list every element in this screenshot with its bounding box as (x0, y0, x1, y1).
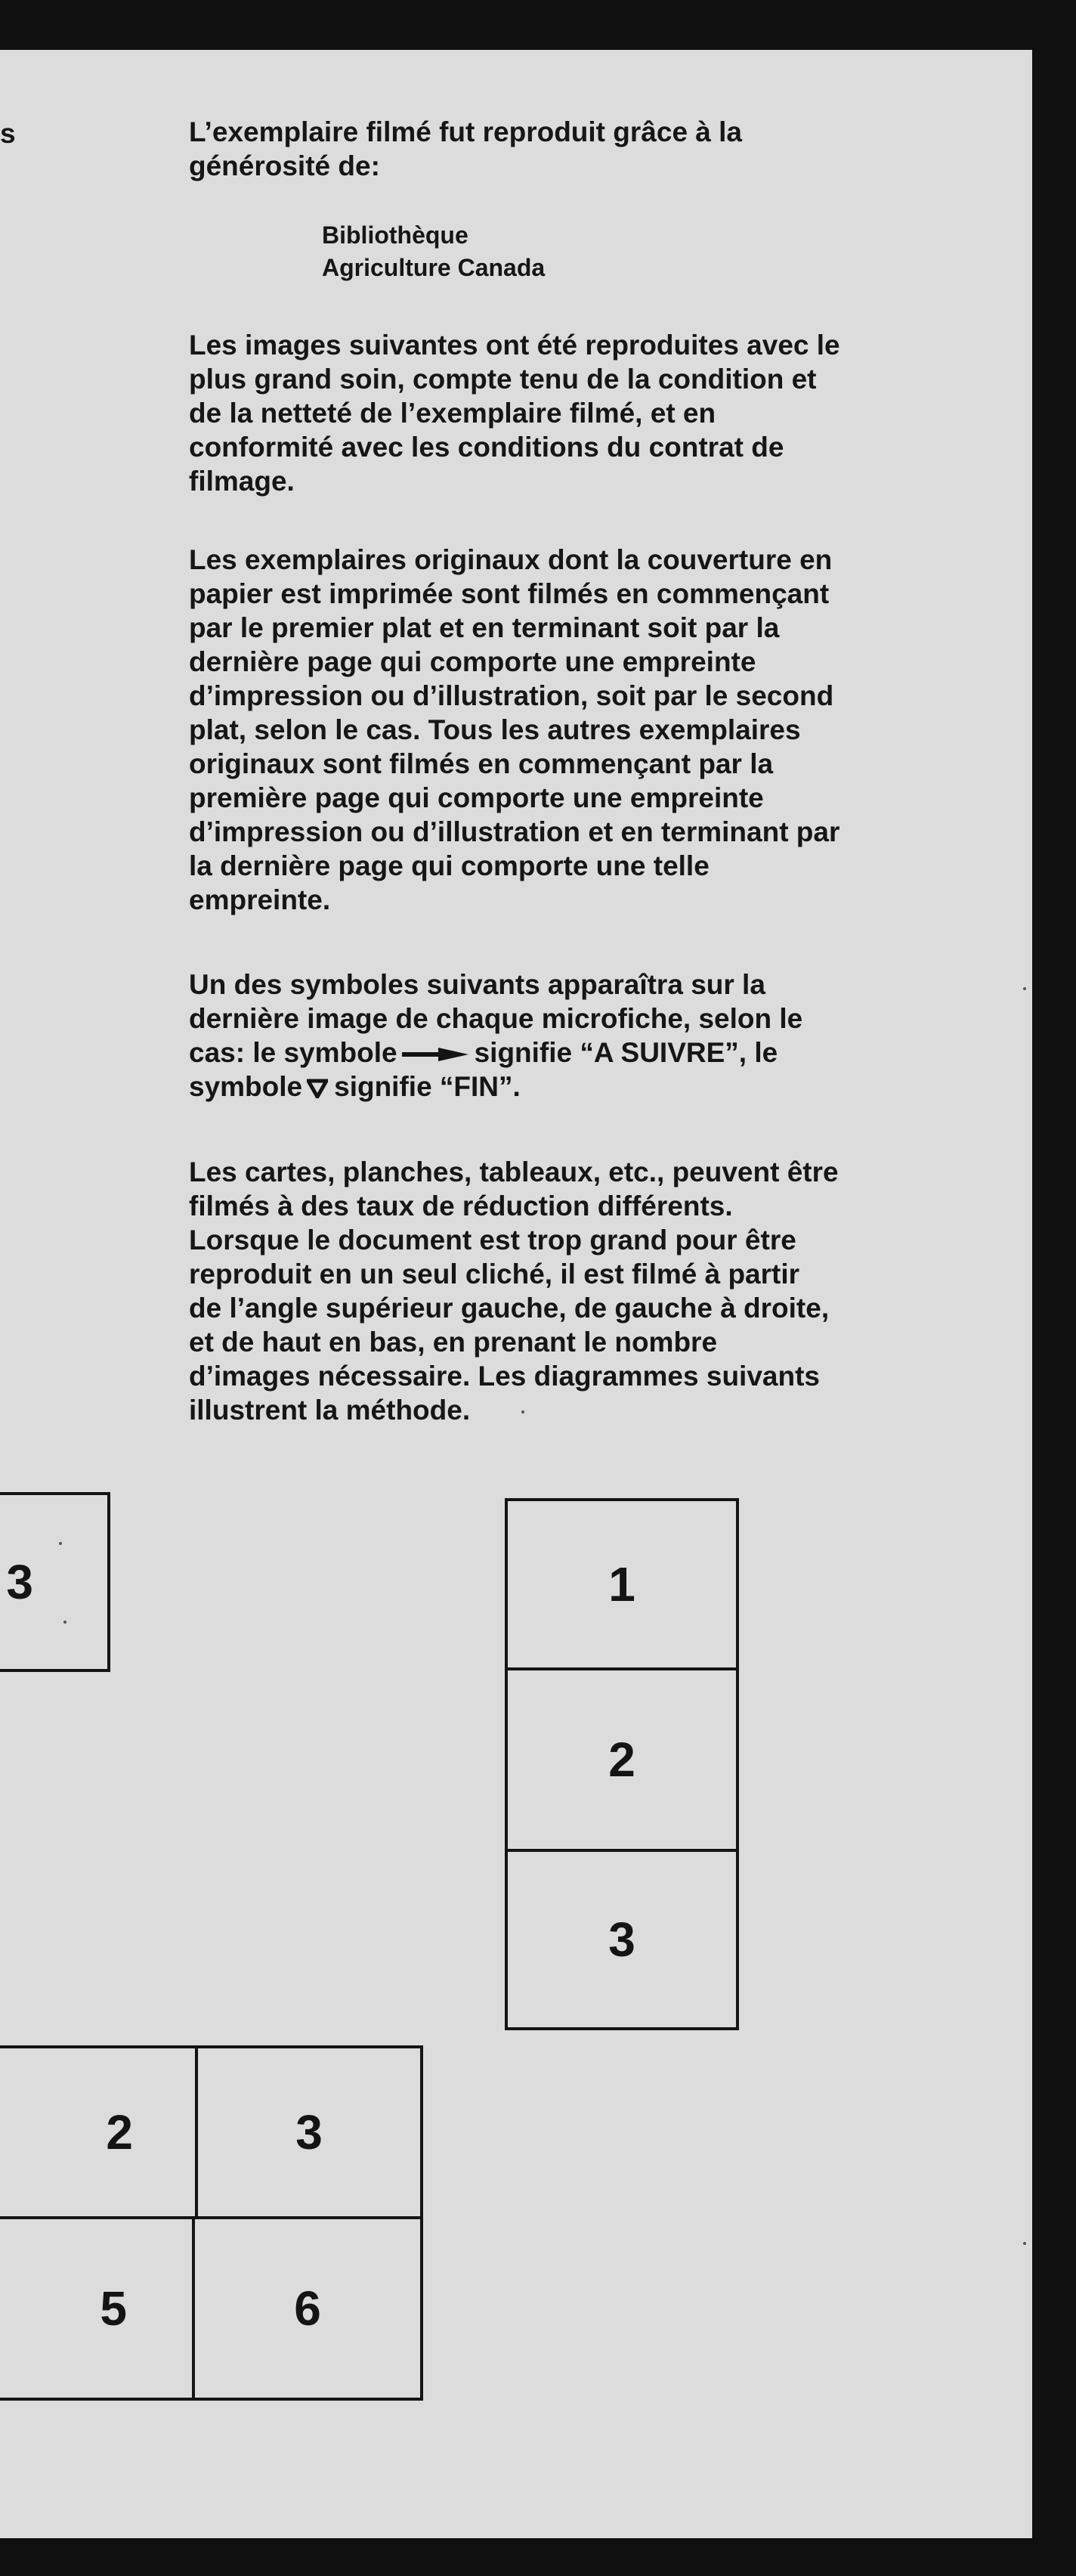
paragraph-maps (189, 1155, 945, 1427)
diagram-cell-number: 1 (608, 1557, 635, 1612)
symbol-text: symbole (189, 1071, 303, 1102)
diagram-cell-number: 6 (294, 2281, 321, 2336)
paragraph-line: Les exemplaires originaux dont la couverture en (189, 544, 833, 575)
paragraph-line: papier est imprimée sont filmés en commençant (189, 578, 830, 609)
paragraph-line: illustrent la méthode. (189, 1395, 471, 1426)
paragraph-line: Lorsque le document est trop grand pour être (189, 1225, 796, 1255)
scan-speck (63, 1621, 66, 1624)
paragraph-line: reproduit en un seul cliché, il est filmé à partir (189, 1259, 800, 1290)
diagram-cell-number: 3 (6, 1555, 33, 1609)
scan-speck (1023, 2242, 1026, 2245)
scan-speck (1023, 987, 1026, 990)
diagram-vertical-strip (505, 1498, 739, 2030)
scan-speck (521, 1410, 524, 1413)
library-name (322, 219, 545, 284)
paragraph-line: empreinte. (189, 884, 331, 915)
paragraph-line: première page qui comporte une empreinte (189, 782, 764, 813)
paragraph-line: plat, selon le cas. Tous les autres exemplaires (189, 714, 801, 745)
paragraph-symbols (189, 968, 945, 1104)
paragraph-line: dernière page qui comporte une empreinte (189, 646, 756, 677)
paragraph-line: filmés à des taux de réduction différents. (189, 1190, 733, 1221)
paragraph-line: Les cartes, planches, tableaux, etc., peuvent être (189, 1156, 839, 1187)
symbol-text: signifie “A SUIVRE”, le (474, 1037, 778, 1068)
diagram-cell (508, 1852, 736, 2027)
diagram-cell (0, 2219, 195, 2398)
paragraph-reproduction (189, 328, 945, 498)
intro-line: générosité de: (189, 150, 380, 181)
diagram-cell (508, 1670, 736, 1852)
paragraph-line: par le premier plat et en terminant soit par la (189, 612, 780, 643)
paragraph-originals (189, 543, 945, 917)
paragraph-line: de la netteté de l’exemplaire filmé, et en (189, 398, 716, 429)
paragraph-line: filmage. (189, 466, 295, 497)
paragraph-line: Un des symboles suivants apparaîtra sur la (189, 969, 765, 1000)
diagram-partial-box (0, 1492, 110, 1672)
paragraph-line: de l’angle supérieur gauche, de gauche à droite, (189, 1293, 830, 1324)
paragraph-line: Les images suivantes ont été reproduites avec le (189, 330, 840, 361)
down-triangle-icon (307, 1079, 328, 1098)
diagram-cell-number: 2 (608, 1732, 635, 1787)
paragraph-line (189, 1070, 945, 1104)
symbol-text: signifie “FIN”. (334, 1071, 521, 1102)
diagram-cell-number: 3 (608, 1912, 635, 1967)
diagram-cell (198, 2048, 420, 2219)
library-line-2: Agriculture Canada (322, 254, 546, 281)
intro-line: L’exemplaire filmé fut reproduit grâce à la (189, 116, 743, 147)
intro-paragraph (189, 115, 945, 183)
paragraph-line: conformité avec les conditions du contrat de (189, 432, 784, 463)
margin-fragment-text: s (0, 118, 16, 149)
diagram-cell-number: 2 (106, 2105, 133, 2160)
scan-speck (59, 1542, 62, 1545)
paragraph-line: d’images nécessaire. Les diagrammes suivants (189, 1361, 820, 1392)
paragraph-line: plus grand soin, compte tenu de la condition et (189, 364, 817, 395)
paragraph-line: d’impression ou d’illustration, soit par le second (189, 680, 834, 711)
symbol-text: cas: le symbole (189, 1037, 397, 1068)
diagram-cell (0, 1495, 41, 1669)
paragraph-line: dernière image de chaque microfiche, selon le (189, 1003, 803, 1034)
diagram-cell-number: 5 (100, 2281, 127, 2336)
scan-bottom-border (0, 2538, 1076, 2576)
diagram-grid (0, 2045, 423, 2401)
paragraph-line: originaux sont filmés en commençant par la (189, 748, 774, 779)
document-page (0, 50, 1032, 2538)
paragraph-line: la dernière page qui comporte une telle (189, 850, 710, 881)
paragraph-line (189, 1036, 945, 1070)
paragraph-line: et de haut en bas, en prenant le nombre (189, 1327, 718, 1358)
scan-top-border (0, 0, 1076, 50)
arrow-right-icon (400, 1047, 470, 1062)
diagram-cell (195, 2219, 420, 2398)
paragraph-line: d’impression ou d’illustration et en terminant par (189, 816, 840, 847)
diagram-cell-number: 3 (295, 2105, 323, 2160)
diagram-cell (0, 2048, 198, 2219)
library-line-1: Bibliothèque (322, 221, 468, 249)
diagram-cell (508, 1501, 736, 1670)
scan-right-border (1032, 0, 1076, 2576)
